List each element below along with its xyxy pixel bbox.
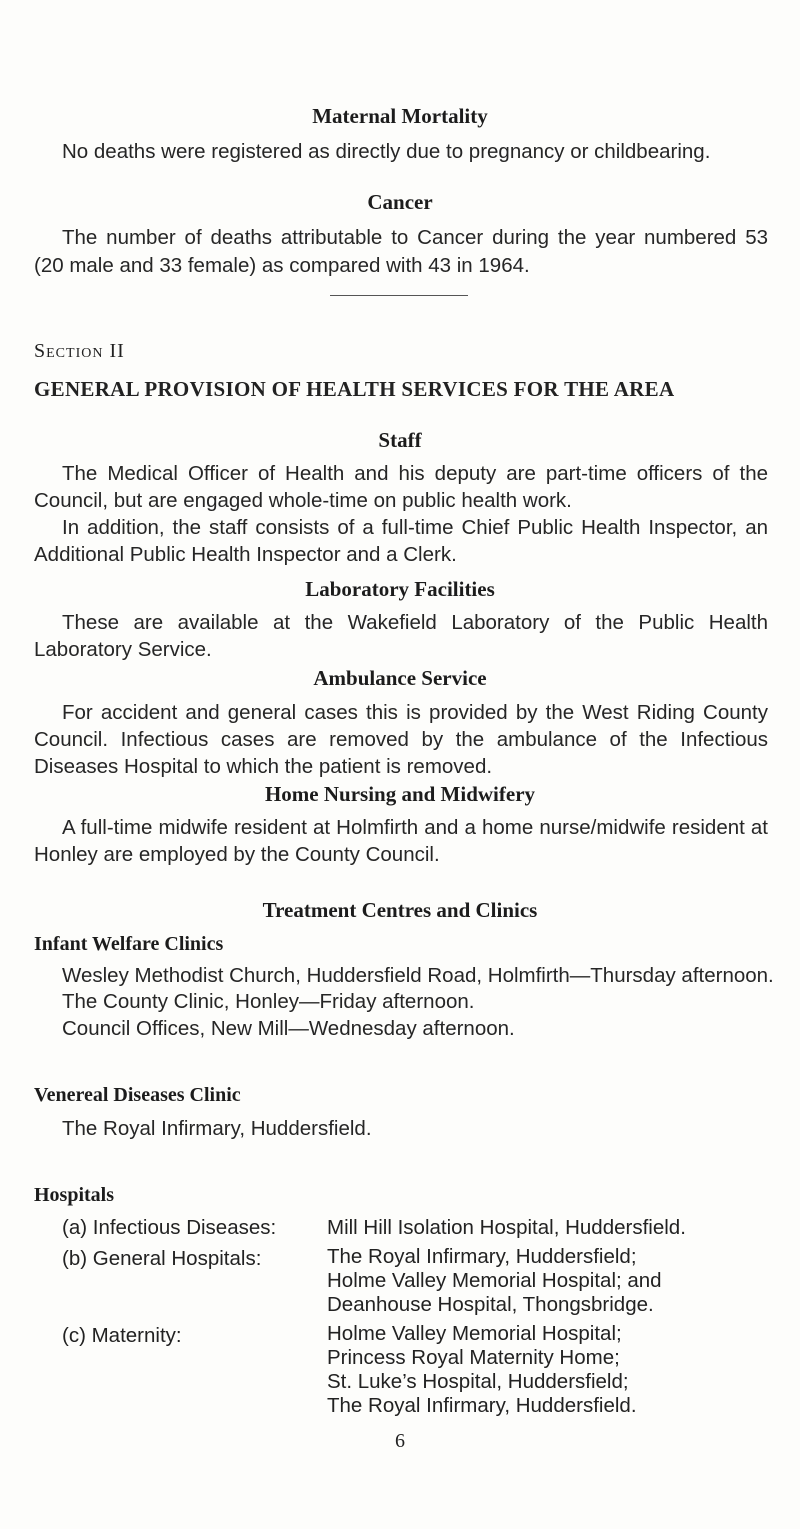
page-number: 6 bbox=[395, 1430, 405, 1452]
section-title: GENERAL PROVISION OF HEALTH SERVICES FOR THE AREA bbox=[34, 377, 675, 401]
hospital-line: St. Luke’s Hospital, Huddersfield; bbox=[327, 1370, 629, 1393]
hospital-line: Deanhouse Hospital, Thongsbridge. bbox=[327, 1293, 654, 1316]
staff-text-2: In addition, the staff consists of a full-time Chief Public Health Inspector, an Additional Public Health Inspector and a Clerk. bbox=[34, 516, 768, 566]
hospital-category: (a) Infectious Diseases: bbox=[62, 1216, 277, 1239]
hospital-line: Princess Royal Maternity Home; bbox=[327, 1346, 620, 1369]
hospitals-heading: Hospitals bbox=[34, 1184, 115, 1206]
clinic-item: Wesley Methodist Church, Huddersfield Road, Holmfirth—Thursday afternoon. bbox=[62, 964, 774, 987]
treatment-heading: Treatment Centres and Clinics bbox=[262, 898, 538, 922]
hospital-category: (c) Maternity: bbox=[62, 1324, 182, 1347]
divider bbox=[330, 295, 468, 296]
cancer-heading: Cancer bbox=[367, 190, 433, 214]
laboratory-text: These are available at the Wakefield Laboratory of the Public Health Laboratory Service. bbox=[34, 611, 768, 661]
hospital-line: Holme Valley Memorial Hospital; and bbox=[327, 1269, 662, 1292]
hospital-line: The Royal Infirmary, Huddersfield; bbox=[327, 1245, 637, 1268]
clinic-item: Council Offices, New Mill—Wednesday afternoon. bbox=[62, 1017, 515, 1040]
hospital-list bbox=[327, 1322, 787, 1418]
laboratory-heading: Laboratory Facilities bbox=[305, 577, 495, 601]
hospital-category: (b) General Hospitals: bbox=[62, 1247, 262, 1270]
venereal-text: The Royal Infirmary, Huddersfield. bbox=[62, 1117, 372, 1140]
staff-heading: Staff bbox=[378, 428, 422, 452]
infant-welfare-heading: Infant Welfare Clinics bbox=[34, 933, 224, 955]
venereal-heading: Venereal Diseases Clinic bbox=[34, 1084, 241, 1106]
maternal-mortality-heading: Maternal Mortality bbox=[312, 104, 488, 128]
home-nursing-text: A full-time midwife resident at Holmfirth and a home nurse/midwife resident at Honley are employed by the County Council. bbox=[34, 816, 768, 866]
hospital-line: The Royal Infirmary, Huddersfield. bbox=[327, 1394, 637, 1417]
section-label: Section II bbox=[34, 340, 125, 362]
hospital-list bbox=[327, 1245, 787, 1317]
infant-welfare-list bbox=[34, 964, 774, 1042]
cancer-text: The number of deaths attributable to Cancer during the year numbered 53 (20 male and 33 female) as compared with 43 in 1964. bbox=[34, 226, 768, 277]
staff-text-1: The Medical Officer of Health and his deputy are part-time officers of the Council, but are engaged whole-time on public health work. bbox=[34, 462, 768, 512]
clinic-item: The County Clinic, Honley—Friday afternoon. bbox=[62, 990, 475, 1013]
maternal-mortality-text: No deaths were registered as directly due to pregnancy or childbearing. bbox=[62, 140, 711, 163]
home-nursing-heading: Home Nursing and Midwifery bbox=[264, 782, 536, 806]
ambulance-text: For accident and general cases this is provided by the West Riding County Council. Infectious cases are removed by the ambulance of the Infectious Diseases Hospital to which the patient is removed. bbox=[34, 701, 768, 778]
hospital-line: Holme Valley Memorial Hospital; bbox=[327, 1322, 622, 1345]
hospital-list: Mill Hill Isolation Hospital, Huddersfield. bbox=[327, 1216, 686, 1239]
ambulance-heading: Ambulance Service bbox=[313, 666, 487, 690]
